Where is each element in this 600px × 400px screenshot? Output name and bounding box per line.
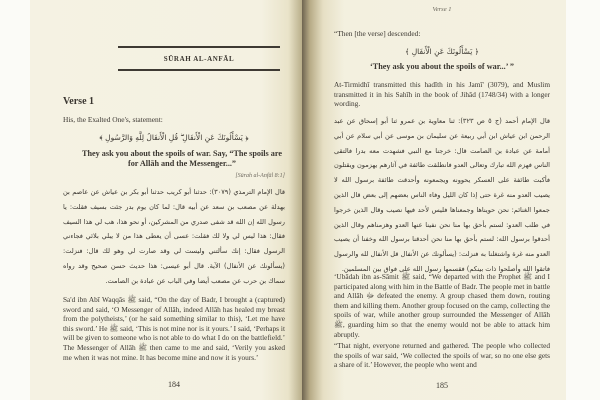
surah-title: SŪRAH AL-ANFĀL <box>163 55 235 63</box>
verse-heading: Verse 1 <box>63 96 95 107</box>
verse-translation: They ask you about the spoils of war. Say, “The spoils are for Allāh and the Messenger...” <box>82 149 282 168</box>
verse-arabic: ﴿ يَسْأَلُونَكَ عَنِ الْأَنفَالِ ﴾ <box>404 47 480 56</box>
running-header: Verse 1 <box>432 6 452 13</box>
citation: [Sūrah al-Anfāl 8:1] <box>235 173 285 179</box>
page-number: 185 <box>436 381 448 390</box>
arabic-paragraph: قال الإمام أحمد (ج ٥ ص ٣٢٣): ثنا معاوية بن عمرو ثنا أبو إسحاق عن عبد الرحمن ابن عياش ابن أبي ربيعة عن سليمان بن موسى عن أبي سلام عن أبي أمامة عن عبادة بن الصامت قال: خرجنا مع النبي فشهدت معه بدرا فالتقى الناس فهزم الله تبارك وتعالى العدو فانطلقت طائفة في آثارهم يهزمون ويقتلون فأكبت طائفة على العسكر يحوونه ويجمعونه وأحدقت طائفة برسول الله لا يصيب العدو منه غرة حتى إذا كان الليل وفاء الناس بعضهم إلى بعض قال الذين جمعوا الغنائم: نحن حويناها وجمعناها فليس لأحد فيها نصيب وقال الذين خرجوا في طلب العدو: لستم بأحق بها منا نحن نفينا عنها العدو وهزمناهم وقال الذين أحدقوا برسول الله: لستم بأحق بها منا نحن أحدقنا برسول الله وخفنا أن يصيب العدو منه غرة واشتغلنا به فنزلت: (يسألونك عن الأنفال قل الأنفال لله والرسول فاتقوا الله وأصلحوا ذات بينكم) فقسمها رسول الله على فواق بين المسلمين. <box>334 117 550 273</box>
english-paragraph: Sa'd ibn Abī Waqqās ﷺ said, “On the day of Badr, I brought a (captured) sword and said, ‘O Messenger of Allāh, indeed Allāh has healed my breast from the polytheists,’ (or he said something similar to this), ‘Let me have this sword.’ He ﷺ said, ‘This is not mine nor is it yours.’ I said, ‘Perhaps it will be given to someone who is not able to do what I do on the battlefield.’ The Messenger of Allāh ﷺ then came to me and said, ‘Verily you asked me when it was not mine. It has become mine and now it is yours.’ <box>63 295 286 362</box>
right-page <box>302 0 566 400</box>
verse-translation: ‘They ask you about the spoils of war...’ ” <box>370 62 514 71</box>
transmission-note: At-Tirmidhī transmitted this hadīth in his Jamī' (3079), and Muslim transmitted it in his Sahīh in the book of Jihād (1748/34) with a longer wording. <box>334 80 550 109</box>
verse-arabic: ﴿ يَسْأَلُونَكَ عَنِ الْأَنفَالِ ۖ قُلِ الْأَنفَالُ لِلَّهِ وَالرَّسُولِ ﴾ <box>99 133 249 142</box>
title-rule-bottom <box>118 69 280 71</box>
page-number: 184 <box>168 380 180 389</box>
english-paragraph-2: “That night, everyone returned and gathered. The people who collected the spoils of war said, ‘We collected the spoils of war, so no one else gets a share of it.’ However, the people who went and <box>334 341 550 370</box>
then-line: “Then [the verse] descended: <box>334 29 421 38</box>
intro-text: His, the Exalted One's, statement: <box>63 115 163 124</box>
arabic-paragraph: قال الإمام الترمذي (٣٠٧٩): حدثنا أبو كريب حدثنا أبو بكر بن عياش عن عاصم بن بهدلة عن مصعب بن سعد عن أبيه قال: لما كان يوم بدر جئت بسيف فقلت: يا رسول الله إن الله قد شفى صدري من المشركين، أو نحو هذا، هب لي هذا السيف فقال: هذا ليس لي ولا لك فقلت: عسى أن يعطى هذا من لا يبلي بلائي فجاءني الرسول فقال: إنك سألتني وليست لي وقد صارت لي وهو لك قال: فنزلت: (يسألونك عن الأنفال) الآية. قال أبو عيسى: هذا حديث حسن صحيح وقد رواه سماك بن حرب عن مصعب أيضا وفي الباب عن عبادة بن الصامت. <box>63 188 285 285</box>
left-page <box>30 0 302 400</box>
english-paragraph-1: ‘Ubādah ibn as-Sāmit ﷺ said, “We departed with the Prophet ﷺ and I participated along with him in the Battle of Badr. The people met in battle and Allāh ﷻ defeated the enemy. A group chased them down, routing them and killing them. Another group focused on the camp, collecting the spoils of war, while another group surrounded the Messenger of Allāh ﷺ, guarding him so that the enemy would not be able to attack him abruptly. <box>334 272 550 339</box>
title-rule-top <box>118 46 280 48</box>
